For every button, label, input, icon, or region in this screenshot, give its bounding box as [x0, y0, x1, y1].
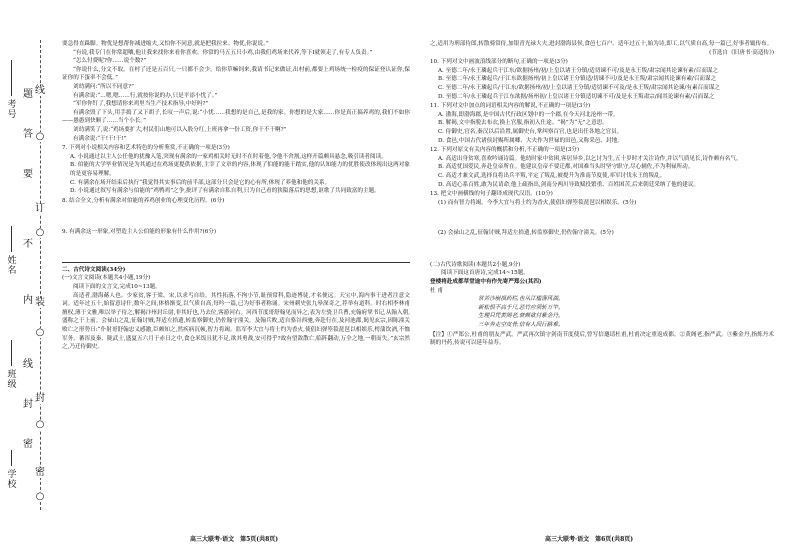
seal-mark: ○	[35, 327, 45, 338]
answer-space[interactable]	[430, 238, 774, 260]
warning-mark: 密	[23, 439, 33, 450]
field-label-school: 学校	[7, 470, 17, 490]
question-part: (1) 而有智力将竭。今李大宜与将士约为香火,使倡妇弹箜篌琵琶以相娱乐。(5分)	[438, 199, 637, 206]
field-label-class: 班级	[7, 370, 17, 390]
binding-gutter	[0, 0, 52, 551]
question-option: D. 小说通过叙写有满余与伯能的“鸡鸭鸡”之争,批评了有满余自私自利,只为自己看的狭隘落后的思想,讴歌了共同致富的主题。	[70, 188, 380, 195]
question-10: 10. 下列对文中画波浪线部分的断句,正确的一项是(3分)	[430, 59, 568, 66]
poem-line: 新松恨不高千尺,恶竹应须斩万竿。	[478, 304, 564, 311]
story-paragraph: 有满余说:“…嗯,嗯……行,就按你说的办,只是平添小忧了。”	[73, 92, 218, 99]
question-part: (2) 会禄山之乱,征翰讨贼,拜适左拾遗,转监察御史,仍佐翰守潼关。(5分)	[438, 230, 614, 237]
seal-mark: 订	[35, 203, 45, 214]
left-column	[62, 40, 410, 352]
poem-line: 常苦沙崩损药栏,也从江槛落风湍。	[478, 296, 564, 303]
page-footer-left: 高三大联考·语文 第5页(共8页)	[190, 536, 279, 543]
question-option: A. 至德二年/永王璘起兵于江东/欲据扬州/初/上皇以诸王分镇/适切谏不可/及是永王叛/肃宗闻其论谏有素/召而谋之	[438, 67, 718, 74]
seal-mark: 封	[35, 393, 45, 404]
question-option: B. 伯能的大学毕业情况是为其通过在鸡场更提供依据,主宰了文章的内容,体现了伯能的能干踏实,他的认知能力的优胜使改体现出这两对象的是更容易理解。	[70, 162, 410, 177]
field-label-exam-no: 考号	[7, 100, 17, 120]
question-9: 9. 有满余这一形象,对塑造主人公伯能的形象有什么作用?(6分)	[62, 229, 217, 236]
question-option: C. 侍御史,官名,秦汉以后沿置,属御史台,掌纠察百官,也是出任各地之官员。	[438, 128, 623, 135]
field-line[interactable]	[11, 450, 12, 466]
question-option: D. 食邑,中国古代诸侯封赐所属卿、大夫作为世禄的田邑,又称采邑、封地。	[438, 137, 623, 144]
poem-author: 杜 甫	[430, 287, 443, 294]
passage-source: (节选自《旧唐书·高适传》)	[709, 49, 774, 56]
question-option: B. 高适忧国爱民,奔赴皇帝所在。他建议皇帝不要迁都,对国难当头时坚守职守,尽心辅佐,不为利禄所动。	[438, 164, 694, 171]
story-paragraph: 要急得直跺脚。物优是想帮你减进缩夫,又怕你不同意,就是把我拉来。物优,你说说。”	[62, 41, 269, 47]
question-11: 11. 下列对文中加点的词语相关内容的解说,不正确的一项是(3分)	[430, 103, 591, 110]
seal-mark: 密	[35, 467, 45, 478]
question-option: A. 渤海,即渤海郡,是中国古代行政区划中的一个郡,在今天河北沧州一带。	[438, 111, 619, 118]
seal-mark: ○	[35, 227, 45, 238]
story-paragraph: “怎么付费呢?你……说个数?”	[73, 58, 147, 65]
seal-line	[40, 40, 41, 510]
warning-mark: 答	[23, 129, 33, 140]
warning-mark: 线	[23, 359, 33, 370]
warning-mark: 不	[23, 239, 33, 250]
poem-note: 【注】①严郑公,杜甫的朋友严武。严武再次镇守剑南节度使后,曾写信邀请杜甫,杜甫决定重返成都。②黄阁老,指严武。③紫金丹,指炼丹术制的丹药,传说可以延年益寿。	[430, 331, 774, 347]
story-paragraph: “你说什么,分文不取。在村了还是五百只,一只都不会少。给你草嘛饲来,我请书记来做证,出村前,都要上鸡场统一检疫的保证登认证你,保证你的下蛋率不会低。”	[62, 66, 410, 82]
right-column	[430, 40, 774, 348]
seal-mark: ○	[35, 491, 45, 502]
question-13: 13. 把文中画横线的句子翻译成现代汉语。(10分)	[430, 191, 553, 198]
subsection-heading: (一)文言文阅读(本题共4小题,19分)	[62, 275, 151, 282]
question-option: A. 小说通过以主人公任他的犹豫入笔,突现有满余的一家鸡相关时无时不在时着他,令他不舍割,这样开篇颇具悬念,吸引读者阅读。	[70, 153, 387, 160]
warning-mark: 题	[23, 89, 33, 100]
poem-line: 三年奔走空皮骨,信有人间行路难。	[478, 322, 564, 329]
story-paragraph: “军你你钉了,我想请你来鸡里当生产技术指导,中好吗?”	[73, 101, 209, 108]
section-heading: 二、古代诗文阅读(34分)	[62, 266, 126, 273]
question-option: C. 至德二年/永王璘起兵/于江东/欲据扬州/初/上皇以诸王分镇/适切谏不可及/是永王叛/肃宗闻其论谏/有素召而谋之	[438, 84, 720, 91]
instruction: 阅读下面的文言文,完成10~13题。	[73, 284, 161, 291]
warning-mark: 内	[23, 295, 33, 306]
story-paragraph: 刘幼满笑了,说:“鸡场要扩大,村民们山地可以入股分红,上班再拿一份工资,你干不干啊?”	[73, 126, 287, 133]
seal-mark: 装	[35, 297, 45, 308]
classical-passage: 高适者,渤海蓨人也。少家贫,客于梁、宋,以求丐自给。其性拓落,不拘小节,耻预常科,隐迹博徒,才名便远。天宝中,海内事干进者注意文词。适年过五十,始留意诗什,数年之间,体格渐变,以气质自高,每吟一篇,已为好事者称诵。宋州刺史张九皋深奇之,荐举有道科。时右相李林甫擅权,薄于文雅,唯以举子待之,解褐汴州封丘尉,非其好也,乃去位,客游河右。河西节度哥舒翰见而异之,表为左骁卫兵曹,充翰府掌书记,从翰入朝,盛称之于上前。会禄山之乱,征翰讨贼,拜适左拾遗,转监察御史,仍佐翰守潼关。及翰兵败,适自骆谷西驰,奔赴行在,及河池郡,谒见玄宗,因陈潼关败亡之形势曰:“仆射哥舒翰忠义感激,臣颇知之,然疾病沉顿,智力将竭。监军李大宜与将士约为香火,使倡妇弹箜篌琵琶以相娱乐,樗蒲饮酒,不恤军务。蕃浑及秦、陇武士,盛夏五六月于赤日之中,食仓米饭且犹不足,欲其勇战,安可得乎?故有望敌散亡,临阵翻动,万全之地,一朝而失。”玄宗然之,乃迁侍御史。	[62, 292, 410, 351]
question-option: D. 至德二年/永王璘起兵于江东欲据/扬州初/上皇以诸王分镇适切谏不可/及是永王叛肃宗/闻其论谏有素/召而谋之	[438, 93, 715, 100]
story-paragraph: 有满余毁了下头,用手捣了又下胡子,长叹一声后,说:“小忧……我想的是自己,是我的家。你想的是大家……你是真正搞养鸡的,我们不如你——愚愚到快顺了……当个小长。”	[62, 109, 410, 125]
question-7: 7. 下列对小说相关内容和艺术特色的分析鉴赏,不正确的一项是(3分)	[62, 145, 230, 152]
story-paragraph: 有满余说:“干!干!干!”	[73, 135, 127, 142]
question-option: B. 解褐,文中指脱去布衣,换上官服,指初入仕途。“褐”为“无”之意思。	[438, 120, 608, 127]
poem-title: 登楼将赴成都草堂途中有作先寄严郑公(其四)	[430, 279, 542, 286]
field-label-name: 姓名	[7, 256, 17, 276]
question-option: D. 高适心系百姓,敢为民请命,他上疏指出,剑南分两川导致赋役繁重、百姓困苦,后来朝廷采纳了他的建议。	[438, 181, 700, 188]
question-option: A. 高适出身贫寒,喜欢吟诵诗篇。他幼时家中贫困,客居异乡,以乞讨为生,五十岁时才关注诗作,并以气质见长,诗作颇有名气。	[438, 155, 742, 162]
answer-space[interactable]	[62, 205, 410, 227]
instruction: 阅读下面这首唐诗,完成14~15题。	[441, 270, 529, 277]
field-line[interactable]	[11, 340, 12, 366]
classical-passage-cont: 之,适用为刑部侍郎,转散骑常侍,加银青光禄大夫,进封渤海县侯,食邑七百户。适年过五十,始为诗,即工,以气质自高,每一篇已,好事者辄传布。	[430, 41, 773, 47]
story-paragraph: 刘幼满问:“所以不同意?”	[73, 83, 134, 90]
subsection-heading: (二)古代诗歌阅读(本题共2小题,9分)	[430, 261, 521, 268]
warning-mark: 封	[23, 399, 33, 410]
seal-mark: ○	[35, 419, 45, 430]
story-paragraph: “有说,我专门在你常超嚷,他让我来找你来看你喜欢。你常的马五五只小鸡,由我们鸡场来代养,等下I就领走了,有专人负责。”	[73, 49, 373, 56]
field-line[interactable]	[11, 226, 12, 252]
page-footer-right: 高三大联考·语文 第6页(共8页)	[545, 536, 634, 543]
answer-space[interactable]	[62, 237, 410, 259]
poem-line: 生理只凭黄阁老,衰颜欲付紫金丹。	[478, 313, 564, 320]
question-option: B. 至德二年/永王璘起兵/于江东欲据扬州/初上皇以诸王分镇适/切谏不可/及是永王叛/肃宗闻其论谏有素/召而谋之	[438, 76, 717, 83]
question-option: C. 高适才兼文武,选择良将出兵平叛,平定了叛乱,被提升为淮南节度使,率军讨伐永王的叛乱。	[438, 172, 666, 179]
answer-space[interactable]	[430, 207, 774, 229]
seal-mark: 线	[35, 85, 45, 96]
warning-mark: 要	[23, 169, 33, 180]
field-line[interactable]	[11, 60, 12, 96]
question-12: 12. 下列对原文有关内容的概括和分析,不正确的一项是(3分)	[430, 147, 580, 154]
question-option: C. 有满余在场开结束后执行“我觉得其实事后的前半部,这部分只会是它的心有所,体现了养他和他的关系。	[70, 179, 331, 186]
section-divider	[62, 262, 410, 263]
question-8: 8. 结合全文,分析有满余对伯能的养鸡创业的心理变化历程。(6分)	[62, 197, 225, 204]
seal-mark: ○	[35, 131, 45, 142]
